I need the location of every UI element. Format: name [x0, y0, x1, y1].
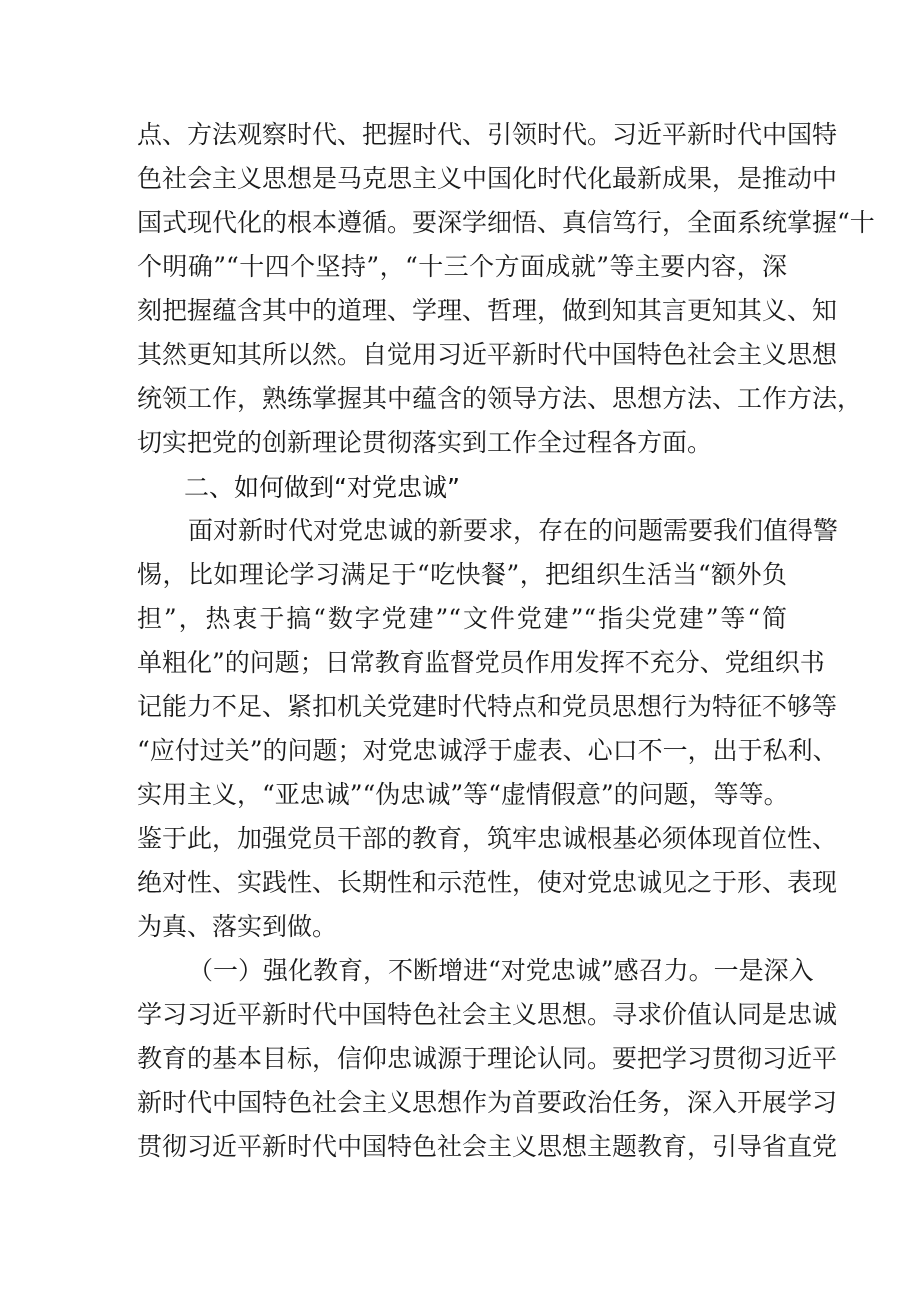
text-line: 单粗化”的问题；日常教育监督党员作用发挥不充分、党组织书 — [137, 648, 825, 677]
text-line: 统领工作，熟练掌握其中蕴含的领导方法、思想方法、工作方法， — [137, 384, 863, 413]
text-line: 新时代中国特色社会主义思想作为首要政治任务，深入开展学习 — [137, 1088, 838, 1117]
text-line: 学习习近平新时代中国特色社会主义思想。寻求价值认同是忠诚 — [137, 1000, 838, 1029]
text-line: “应付过关”的问题；对党忠诚浮于虚表、心口不一，出于私利、 — [137, 736, 838, 765]
text-line: 点、方法观察时代、把握时代、引领时代。习近平新时代中国特 — [137, 120, 838, 149]
text-line: 教育的基本目标，信仰忠诚源于理论认同。要把学习贯彻习近平 — [137, 1044, 838, 1073]
text-line: 为真、落实到做。 — [137, 912, 338, 941]
text-line: 面对新时代对党忠诚的新要求，存在的问题需要我们值得警 — [188, 516, 839, 545]
text-line: 贯彻习近平新时代中国特色社会主义思想主题教育，引导省直党 — [137, 1132, 838, 1161]
text-line: 记能力不足、紧扣机关党建时代特点和党员思想行为特征不够等 — [137, 692, 838, 721]
text-line: 其然更知其所以然。自觉用习近平新时代中国特色社会主义思想 — [137, 340, 838, 369]
text-line: 国式现代化的根本遵循。要深学细悟、真信笃行，全面系统掌握“十 — [137, 208, 875, 237]
text-line: 担”，热衷于搞“数字党建”“文件党建”“指尖党建”等“简 — [137, 604, 787, 633]
text-line: 鉴于此，加强党员干部的教育，筑牢忠诚根基必须体现首位性、 — [137, 824, 838, 853]
text-line: 惕，比如理论学习满足于“吃快餐”，把组织生活当“额外负 — [137, 560, 787, 589]
text-line: （一）强化教育，不断增进“对党忠诚”感召力。一是深入 — [188, 956, 814, 985]
text-line: 实用主义，“亚忠诚”“伪忠诚”等“虚情假意”的问题，等等。 — [137, 780, 789, 809]
text-line: 绝对性、实践性、长期性和示范性，使对党忠诚见之于形、表现 — [137, 868, 838, 897]
section-heading: 二、如何做到“对党忠诚” — [184, 473, 460, 502]
text-line: 刻把握蕴含其中的道理、学理、哲理，做到知其言更知其义、知 — [137, 296, 838, 325]
text-line: 个明确”“十四个坚持”，“十三个方面成就”等主要内容，深 — [137, 252, 787, 281]
text-line: 切实把党的创新理论贯彻落实到工作全过程各方面。 — [137, 428, 713, 457]
text-line: 色社会主义思想是马克思主义中国化时代化最新成果，是推动中 — [137, 164, 838, 193]
